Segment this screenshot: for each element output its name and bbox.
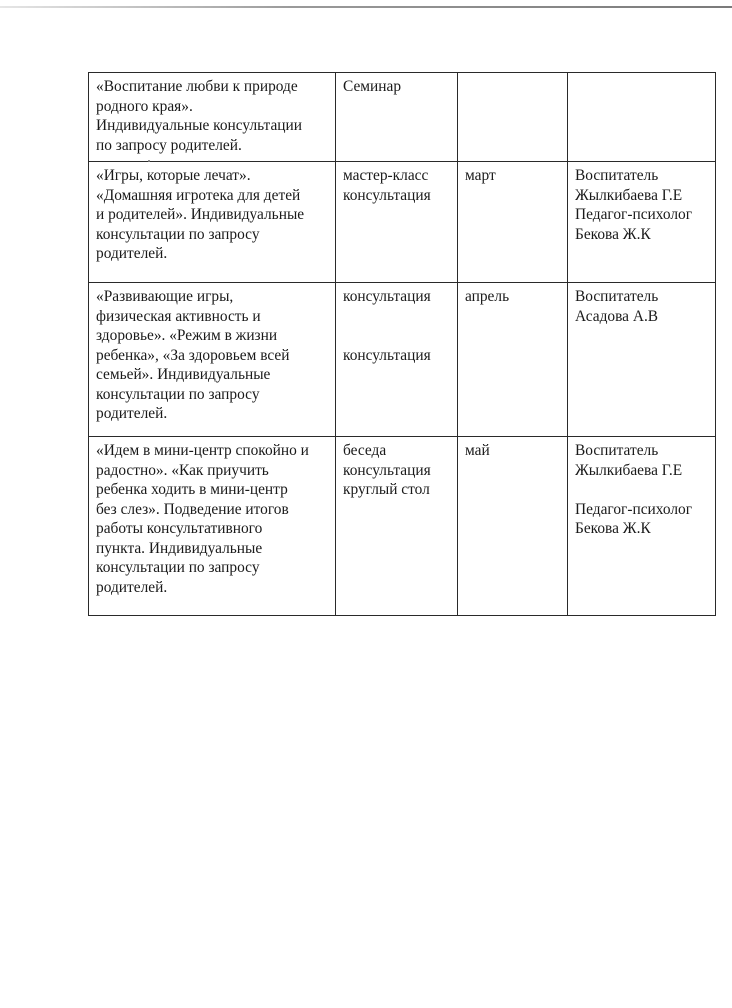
form-line: Семинар xyxy=(343,78,402,95)
topic-line: Индивидуальные консультации xyxy=(96,117,303,134)
topic-cell xyxy=(89,283,336,437)
table-row xyxy=(89,73,716,162)
topic-line: по запросу родителей. xyxy=(96,136,242,154)
table-row xyxy=(89,437,716,616)
responsible-line: Жылкибаева Г.Е xyxy=(575,186,683,204)
month-text: май xyxy=(465,442,490,459)
topic-line: здоровье». «Режим в жизни xyxy=(96,327,278,344)
topic-line: консультации по запросу xyxy=(96,559,260,576)
topic-line: родителей. xyxy=(96,405,168,422)
topic-line: «Развивающие игры, xyxy=(96,288,234,305)
form-line: консультация xyxy=(343,186,431,204)
responsible-cell xyxy=(568,283,716,437)
responsible-line: Бекова Ж.К xyxy=(575,520,651,537)
topic-line: семьей». Индивидуальные xyxy=(96,366,271,383)
responsible-line: Воспитатель xyxy=(575,167,659,184)
topic-line: пункта. Индивидуальные xyxy=(96,539,263,557)
responsible-line: Воспитатель xyxy=(575,288,659,305)
topic-line: «Воспитание любви к природе xyxy=(96,78,298,95)
responsible-line: Воспитатель xyxy=(575,442,659,459)
responsible-cell xyxy=(568,162,716,283)
topic-line: родителей. xyxy=(96,245,168,262)
topic-line: консультации по запросу xyxy=(96,225,260,243)
topic-line: родного края». xyxy=(96,97,193,115)
responsible-cell xyxy=(568,73,716,162)
topic-line: родителей. xyxy=(96,578,168,596)
month-text: март xyxy=(465,167,496,184)
form-line: консультация xyxy=(343,461,431,479)
topic-line: и родителей». Индивидуальные xyxy=(96,206,305,223)
responsible-cell xyxy=(568,437,716,616)
table-row xyxy=(89,162,716,283)
topic-line: физическая активность и xyxy=(96,307,261,325)
form-cell xyxy=(336,73,458,162)
form-line: круглый стол xyxy=(343,481,430,498)
topic-line: консультации по запросу xyxy=(96,385,260,403)
form-cell xyxy=(336,162,458,283)
topic-line: «Идем в мини-центр спокойно и xyxy=(96,442,309,459)
form-line: беседа xyxy=(343,442,387,459)
form-line: консультация xyxy=(343,288,431,305)
responsible-line: Педагог-психолог xyxy=(575,500,693,518)
form-line: консультация xyxy=(343,346,431,364)
topic-line: работы консультативного xyxy=(96,520,263,537)
responsible-blank-line xyxy=(575,480,709,500)
responsible-line: Бекова Ж.К xyxy=(575,225,651,243)
form-line: мастер-класс xyxy=(343,167,429,184)
topic-line: «Игры, которые лечат». xyxy=(96,167,251,184)
topic-line: радостно». «Как приучить xyxy=(96,461,269,479)
month-cell xyxy=(458,73,568,162)
responsible-line: Асадова А.В xyxy=(575,307,659,325)
scan-speck xyxy=(148,160,150,162)
consultation-plan-table xyxy=(88,72,716,616)
form-blank-line xyxy=(343,307,451,327)
topic-line: ребенка ходить в мини-центр xyxy=(96,481,288,498)
topic-line: без слез». Подведение итогов xyxy=(96,500,289,518)
month-cell xyxy=(458,162,568,283)
form-blank-line xyxy=(343,326,451,346)
form-cell xyxy=(336,437,458,616)
form-cell xyxy=(336,283,458,437)
month-text: апрель xyxy=(465,288,510,305)
topic-cell xyxy=(89,437,336,616)
topic-cell xyxy=(89,162,336,283)
month-cell xyxy=(458,283,568,437)
scan-edge-line xyxy=(0,6,732,8)
table-row xyxy=(89,283,716,437)
topic-cell xyxy=(89,73,336,162)
responsible-line: Педагог-психолог xyxy=(575,206,693,223)
responsible-line: Жылкибаева Г.Е xyxy=(575,461,683,479)
topic-line: ребенка», «За здоровьем всей xyxy=(96,346,290,364)
topic-line: «Домашняя игротека для детей xyxy=(96,186,301,204)
month-cell xyxy=(458,437,568,616)
